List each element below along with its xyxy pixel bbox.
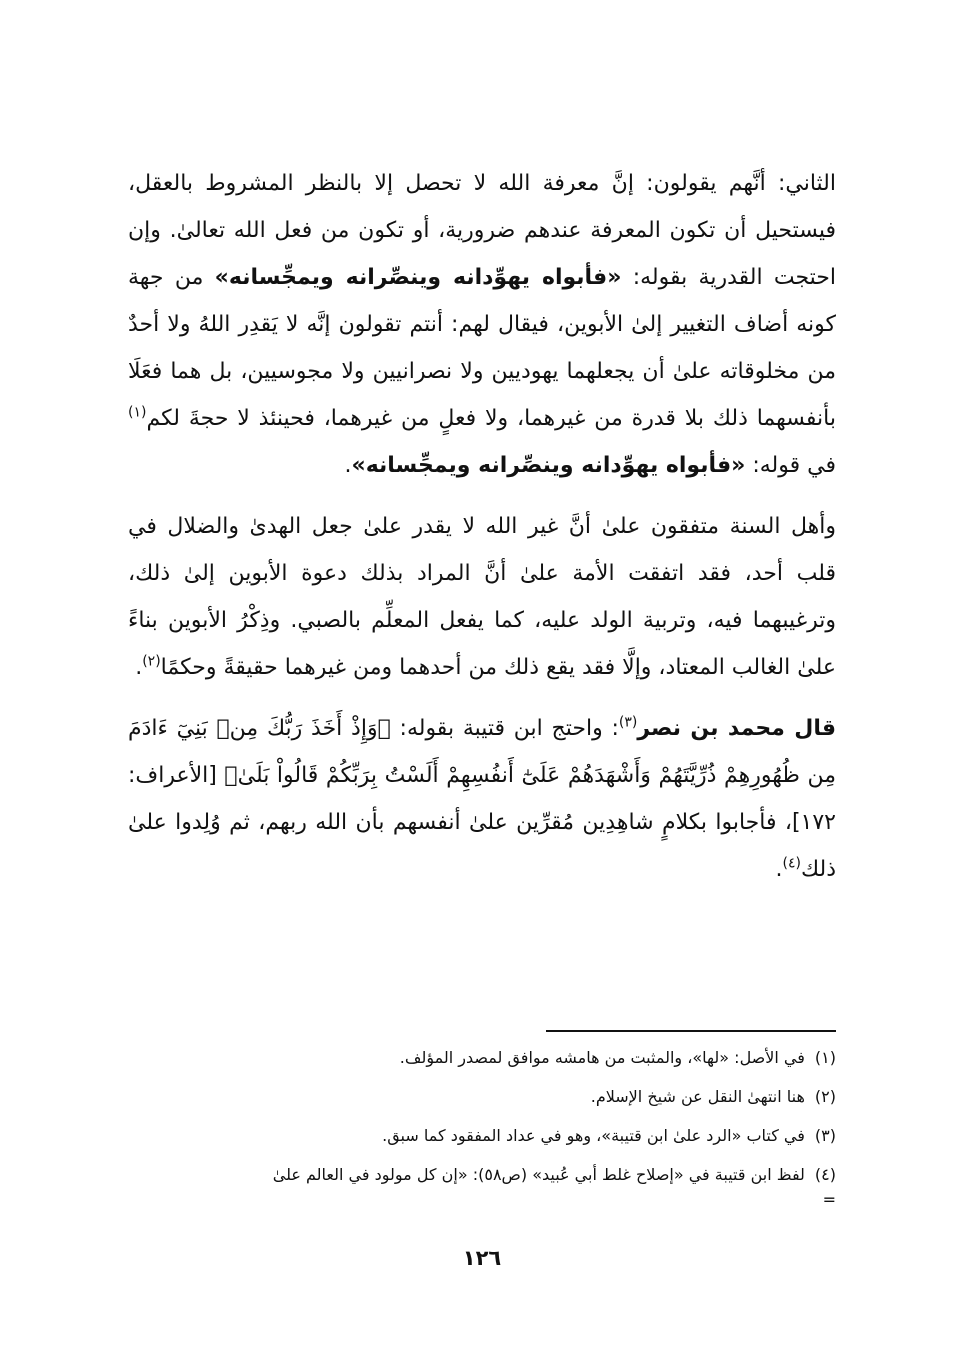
paragraph-1-text-3: في قوله:: [745, 453, 836, 478]
footnote-4: [128, 1163, 836, 1186]
footnote-text: لفظ ابن قتيبة في «إصلاح غلط أبي عُبيد» (ص٥٨): «إن كل مولود في العالم علىٰ: [272, 1165, 805, 1184]
footnote-text: في الأصل: «لها»، والمثبت من هامشه موافق لمصدر المؤلف.: [399, 1048, 805, 1067]
paragraph-3: [128, 705, 836, 893]
footnotes-section: [128, 1030, 836, 1208]
footnote-number: (١): [814, 1048, 836, 1067]
footnote-number: (٣): [814, 1126, 836, 1145]
footnote-text: في كتاب «الرد علىٰ ابن قتيبة»، وهو في عداد المفقود كما سبق.: [382, 1126, 805, 1145]
footnote-number: (٢): [814, 1087, 836, 1106]
paragraph-2-end: .: [135, 655, 143, 680]
paragraph-1-end: .: [344, 453, 352, 478]
footnote-continuation-mark: =: [822, 1190, 836, 1209]
page-number: ١٢٦: [462, 1246, 502, 1270]
paragraph-3-end: .: [775, 857, 783, 882]
footnote-2: [128, 1085, 836, 1108]
footnote-3: [128, 1124, 836, 1147]
paragraph-1-text-2: من جهة كونه أضاف التغيير إلىٰ الأبوين، فيقال لهم: أنتم تقولون إنَّه لا يَقدِر اللهُ ولا أحدٌ من مخلوقاته علىٰ أن يجعلهما يهوديين ولا نصرانيين ولا مجوسيين، بل هما فعَلَا بأنفسهما ذلك بلا قدرة من غيرهما، ولا فعلٍ من غيرهما، فحينئذ لا حجةَ لكم: [128, 265, 836, 431]
paragraph-2-text: وأهل السنة متفقون علىٰ أنَّ غير الله لا يقدر علىٰ جعل الهدىٰ والضلال في قلب أحد، فقد اتفقت الأمة علىٰ أنَّ المراد بذلك دعوة الأبوين إلىٰ ذلك، وترغيبهما فيه، وتربية الولد عليه، كما يفعل المعلِّم بالصبي. وذِكْرُ الأبوين بناءً علىٰ الغالب المعتاد، وإلَّا فقد يقع ذلك من أحدهما ومن غيرهما حقيقةً وحكمًا: [128, 514, 836, 680]
footnote-1: [128, 1046, 836, 1069]
paragraph-3-text: : واحتج ابن قتيبة بقوله:: [390, 716, 619, 741]
verse-citation: [الأعراف: ١٧٢]، فأجابوا بكلامٍ شاهِدِين مُقرِّين علىٰ أنفسهم بأن الله ربهم، ثم وُلِدوا علىٰ ذلك: [128, 763, 836, 882]
footnote-ref-1[interactable]: (١): [128, 404, 147, 421]
footnote-ref-3[interactable]: (٣): [618, 714, 638, 731]
paragraph-2: [128, 503, 836, 691]
page-body: [128, 160, 836, 893]
quran-verse: ﴿وَإِذْ أَخَذَ رَبُّكَ مِنۢ بَنِيٓ ءَادَمَ مِن ظُهُورِهِمْ ذُرِّيَّتَهُمْ وَأَشْهَدَهُمْ عَلَىٰٓ أَنفُسِهِمْ أَلَسْتُ بِرَبِّكُمْ قَالُواْ بَلَىٰ﴾: [128, 716, 836, 788]
footnote-ref-4[interactable]: (٤): [782, 855, 801, 872]
paragraph-1-text: الثاني: أنَّهم يقولون: إنَّ معرفة الله لا تحصل إلا بالنظر المشروط بالعقل، فيستحيل أن تكون المعرفة عندهم ضرورية، أو تكون من فعل الله تعالىٰ. وإن احتجت القدرية بقوله:: [128, 171, 837, 290]
footnote-divider: [546, 1030, 836, 1032]
speaker-name: قال محمد بن نصر: [637, 716, 836, 741]
footnote-number: (٤): [814, 1165, 836, 1184]
footnote-text: هنا انتهىٰ النقل عن شيخ الإسلام.: [590, 1087, 805, 1106]
hadith-quote-2: «فأبواه يهوِّدانه وينصِّرانه ويمجِّسانه»: [351, 453, 746, 478]
footnote-ref-2[interactable]: (٢): [142, 653, 161, 670]
hadith-quote: «فأبواه يهوِّدانه وينصِّرانه ويمجِّسانه»: [214, 265, 622, 290]
paragraph-1: [128, 160, 836, 489]
